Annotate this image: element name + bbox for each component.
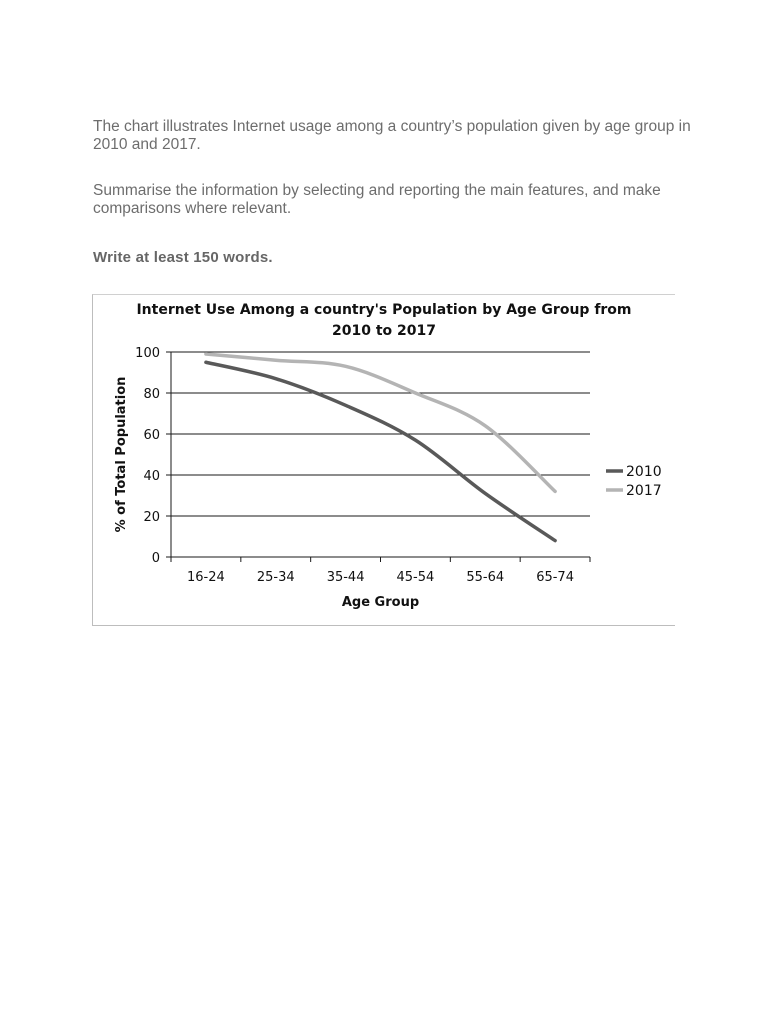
- line-chart: [93, 295, 675, 625]
- x-tick-label: 55-64: [466, 570, 505, 585]
- series-line-2010: [206, 362, 555, 540]
- y-tick-label: 40: [143, 469, 160, 484]
- y-tick-label: 0: [151, 551, 160, 566]
- chart-title: Internet Use Among a country's Population by Age Group from: [136, 302, 632, 318]
- axes: [166, 352, 590, 562]
- chart-title: 2010 to 2017: [332, 323, 436, 339]
- chart-container: [92, 294, 675, 626]
- x-tick-label: 65-74: [536, 570, 574, 585]
- x-tick-label: 16-24: [187, 570, 225, 585]
- y-tick-label: 20: [143, 510, 160, 525]
- x-tick-label: 25-34: [256, 570, 295, 585]
- x-axis-title: Age Group: [341, 595, 420, 610]
- legend: [606, 464, 662, 499]
- word-count-requirement: Write at least 150 words.: [93, 249, 273, 266]
- legend-label-2017: 2017: [626, 483, 662, 499]
- series-lines: [206, 354, 555, 541]
- y-tick-label: 60: [143, 428, 160, 443]
- x-tick-label: 45-54: [396, 570, 435, 585]
- task-description: The chart illustrates Internet usage among a country’s population given by age group in 2010 and 2017.: [93, 118, 691, 153]
- chart-labels: [114, 302, 632, 610]
- y-axis-title: % of Total Population: [114, 376, 129, 533]
- legend-label-2010: 2010: [626, 464, 662, 480]
- task-instructions: Summarise the information by selecting and reporting the main features, and make comparisons where relevant.: [93, 182, 661, 217]
- y-tick-label: 100: [135, 346, 160, 361]
- x-tick-label: 35-44: [326, 570, 365, 585]
- y-tick-label: 80: [143, 387, 160, 402]
